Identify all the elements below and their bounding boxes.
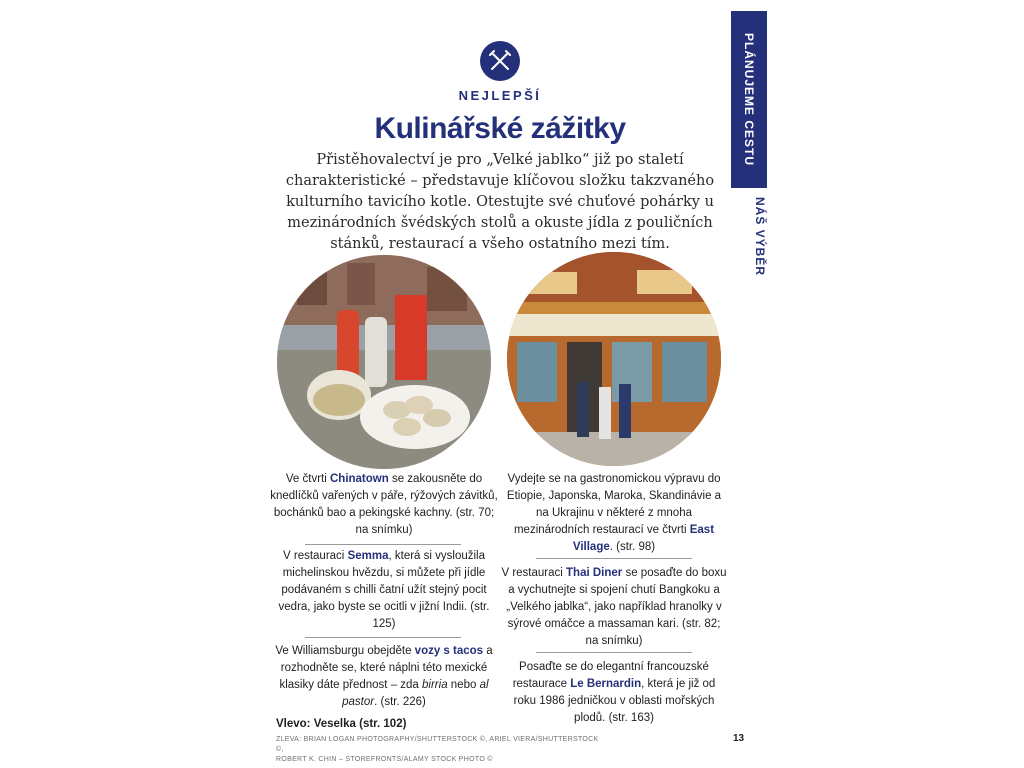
place-le-bernardin: Le Bernardin	[570, 678, 642, 690]
place-thai-diner: Thai Diner	[566, 567, 623, 579]
text: se zakousněte do knedlíčků vařených v páře, rýžových závitků, bochánků bao a pekingské kachny. (str. 70; na snímku)	[270, 473, 498, 536]
dumpling-photo	[277, 255, 491, 469]
fork-knife-icon	[480, 41, 520, 81]
text: Posaďte se do elegantní francouzské restaurace	[512, 661, 709, 690]
text: . (str. 226)	[374, 696, 426, 708]
text: , která si vysloužila michelinskou hvězdu, si můžete při jídle podávaném s chilli čatní užít stejný pocit vedra, jako byste se ocitli v jižní Indii. (str. 125)	[278, 550, 490, 630]
photo-credits	[276, 735, 606, 765]
divider	[536, 558, 692, 559]
intro-paragraph: Přistěhovalectví je pro „Velké jablko“ již po staletí charakteristické – představuje klíčovou složku takzvaného kulturního tavicího kotle. Otestujte své chuťové pohárky u mezinárodních švédských stolů a okuste jídla z pouličních stánků, restaurací a všeho ostatního mezi tím.	[285, 152, 715, 252]
text: Ve Williamsburgu obejděte	[275, 645, 415, 657]
left-item-semma	[270, 548, 498, 633]
divider	[536, 652, 692, 653]
left-item-tacos	[270, 643, 498, 711]
credit-line: ROBERT K. CHIN – STOREFRONTS/ALAMY STOCK PHOTO ©	[276, 756, 493, 763]
text: V restauraci	[283, 550, 348, 562]
right-item-le-bernardin	[500, 659, 728, 727]
divider	[305, 544, 461, 545]
text: , která je již od roku 1986 jedničkou v oblasti mořských plodů. (str. 163)	[513, 678, 716, 724]
right-item-east-village	[500, 471, 728, 556]
text-birria: birria	[422, 679, 448, 691]
page-number: 13	[733, 733, 745, 744]
place-east-village: East Village	[572, 524, 715, 553]
text: . (str. 98)	[609, 541, 656, 553]
section-tab-label: PLÁNUJEME CESTU	[742, 32, 756, 166]
divider	[305, 637, 461, 638]
veselka-storefront-photo	[507, 252, 721, 466]
place-chinatown: Chinatown	[329, 473, 389, 485]
text: Ve čtvrti	[285, 473, 330, 485]
page-title: Kulinářské zážitky	[374, 112, 626, 145]
left-item-chinatown	[270, 471, 498, 539]
credit-line: ZLEVA: BRIAN LOGAN PHOTOGRAPHY/SHUTTERSTOCK ©, ARIEL VIERA/SHUTTERSTOCK ©,	[276, 736, 599, 753]
photo-caption: Vlevo: Veselka (str. 102)	[276, 718, 407, 730]
text-al-pastor: al pastor	[342, 679, 489, 708]
place-tacos: vozy s tacos	[414, 645, 484, 657]
text: se posaďte do boxu a vychutnejte si spojení chutí Bangkoku a „Velkého jablka“, jako například hranolky v sýrové omáčce a massaman kari. (str. 82; na snímku)	[506, 567, 727, 647]
section-sub-label: NÁŠ VÝBĚR	[753, 197, 767, 277]
text: nebo	[447, 679, 480, 691]
text: a rozhodněte se, které náplni této mexické klasiky dáte přednost – zda	[279, 645, 493, 691]
place-semma: Semma	[347, 550, 389, 562]
section-kicker: NEJLEPŠÍ	[458, 88, 542, 103]
text: V restauraci	[501, 567, 567, 579]
text: Vydejte se na gastronomickou výpravu do Etiopie, Japonska, Maroka, Skandinávie a na Ukrajinu v některé z mnoha mezinárodních restaurací ve čtvrti	[506, 473, 722, 536]
right-item-thai-diner	[500, 565, 728, 650]
